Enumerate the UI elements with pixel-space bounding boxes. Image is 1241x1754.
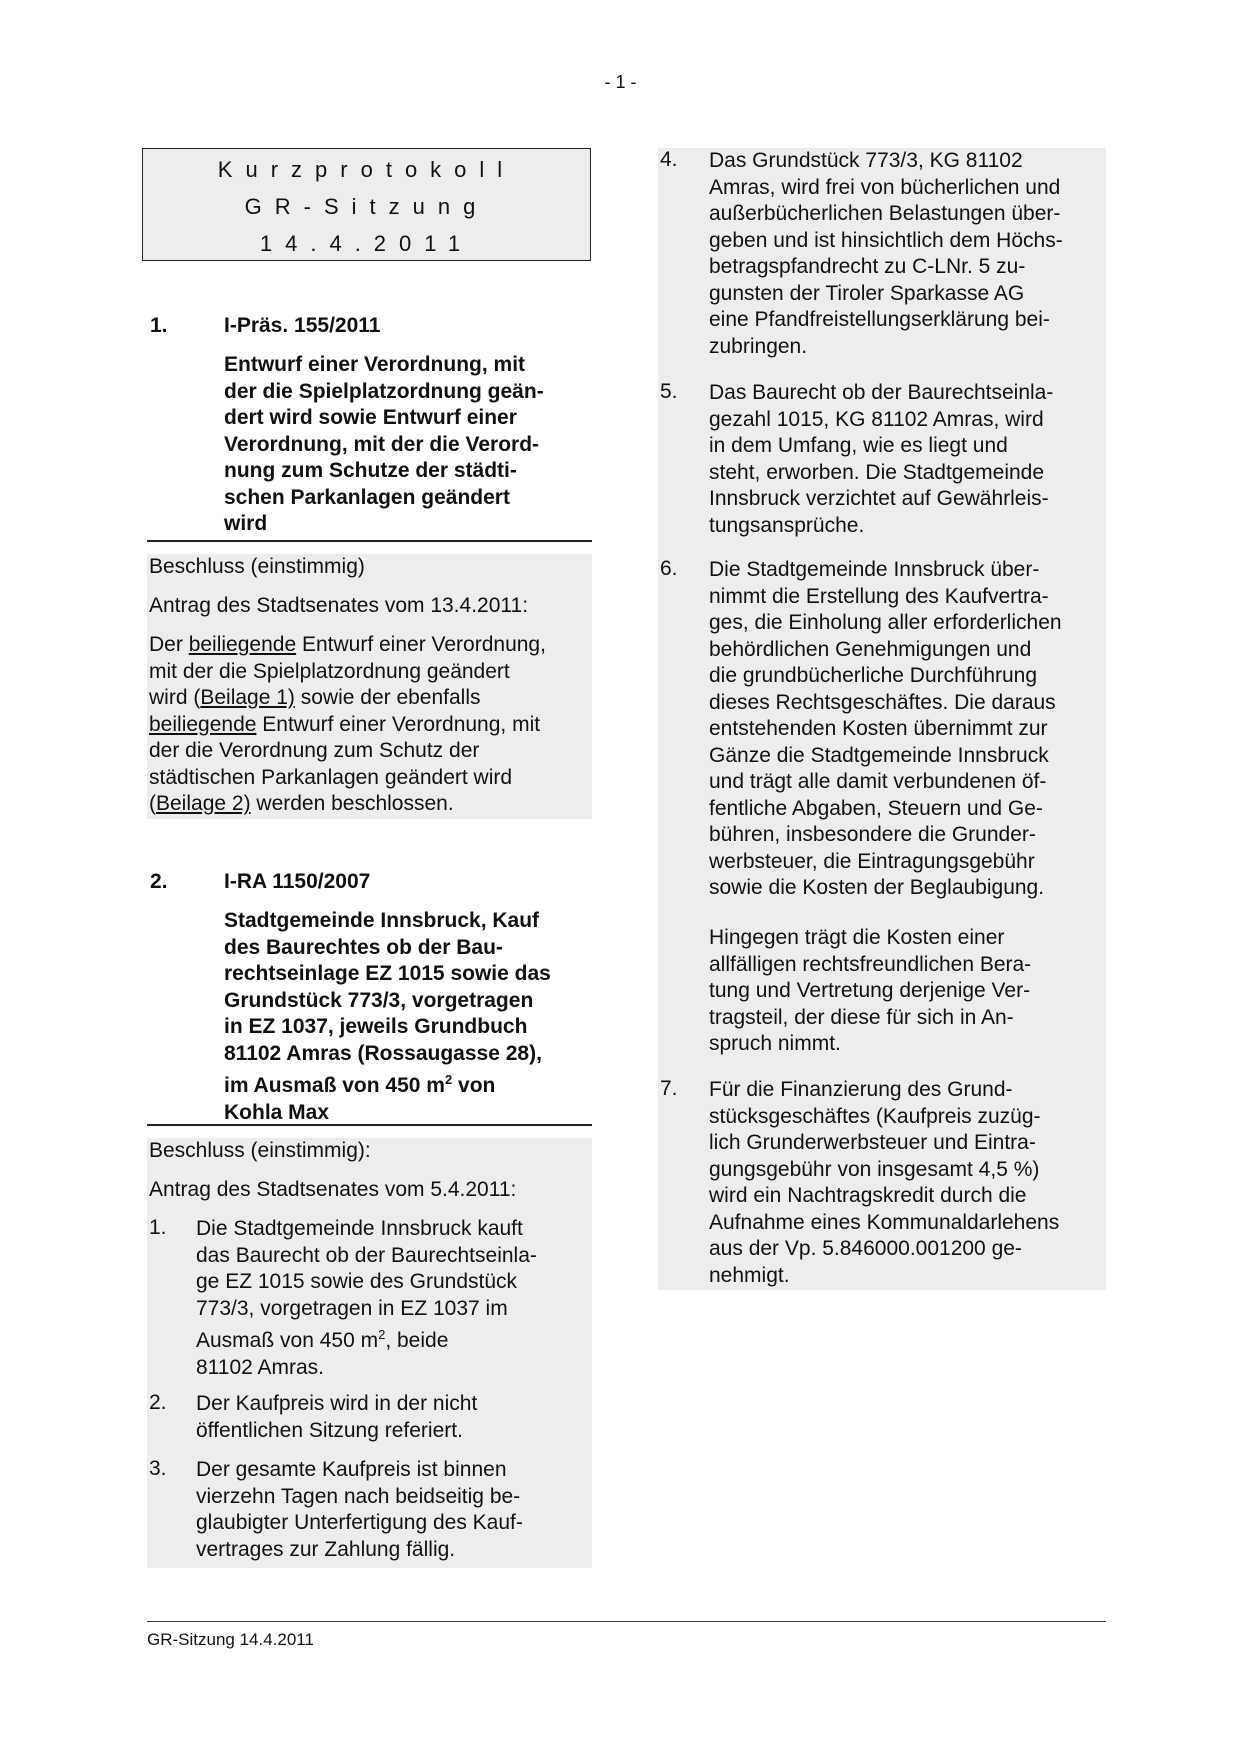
beilage-link: beiliegende — [188, 633, 297, 656]
point-3-number: 3. — [149, 1457, 167, 1480]
beilage-2-link: Beilage 2) — [156, 792, 251, 815]
item1-reference: I-Präs. 155/2011 — [224, 314, 381, 337]
point-4-number: 4. — [660, 148, 678, 171]
point-2-number: 2. — [149, 1391, 167, 1414]
header-date: 14.4.2011 — [259, 231, 474, 256]
point-1-number: 1. — [149, 1216, 167, 1239]
point-5-number: 5. — [660, 380, 678, 403]
item2-number: 2. — [150, 870, 168, 893]
point-6-number: 6. — [660, 557, 678, 580]
header-session: GR-Sitzung — [244, 194, 489, 219]
point-5-text: Das Baurecht ob der Baurechtseinla- gezahl 1015, KG 81102 Amras, wird in dem Umfang, wie es liegt und steht, erworben. Die Stadtgemeinde Innsbruck verzichtet auf Gewährleis- tungsansprüche. — [709, 381, 1054, 537]
item1-divider — [147, 540, 592, 542]
item1-decision-text: Der beiliegende Entwurf einer Verordnung, mit der die Spielplatzordnung geändert wird (Beilage 1) sowie der ebenfalls beiliegende Entwurf einer Verordnung, mit der die Verordnung zum Schutz der städtischen Parkanlagen geändert wird (Beilage 2) werden beschlossen. — [149, 633, 546, 815]
item2-divider — [147, 1124, 592, 1126]
protocol-header-box — [142, 148, 591, 261]
point-6-text: Die Stadtgemeinde Innsbruck über- nimmt die Erstellung des Kaufvertra- ges, die Einholung aller erforderlichen behördlichen Genehmigungen und die grundbücherliche Durchführung dieses Rechtsgeschäftes. Die daraus entstehenden Kosten übernimmt zur Gänze die Stadtgemeinde Innsbruck und trägt alle damit verbundenen öf- fentliche Abgaben, Steuern und Ge- bühren, insbesondere die Grunder- werbsteuer, die Eintragungsgebühr sowie die Kosten der Beglaubigung. — [709, 558, 1062, 899]
item2-antrag: Antrag des Stadtsenates vom 5.4.2011: — [149, 1178, 517, 1201]
point-4-text: Das Grundstück 773/3, KG 81102 Amras, wird frei von bücherlichen und außerbücherlichen Belastungen über- geben und ist hinsichtlich dem Höchs- betragspfandrecht zu C-LNr. 5 zu- gunsten der Tiroler Sparkasse AG eine Pfandfreistellungserklärung bei- zubringen. — [709, 149, 1063, 358]
beilage-link: beiliegende — [149, 712, 257, 736]
point-6-extra-text: Hingegen trägt die Kosten einer allfälligen rechtsfreundlichen Bera- tung und Vertretung derjenige Ver- tragsteil, der diese für sich in An- spruch nimmt. — [709, 926, 1032, 1055]
item1-antrag: Antrag des Stadtsenates vom 13.4.2011: — [149, 594, 529, 617]
item1-beschluss: Beschluss (einstimmig) — [149, 555, 365, 578]
point-7-number: 7. — [660, 1077, 678, 1100]
point-1-text: Die Stadtgemeinde Innsbruck kauft das Baurecht ob der Baurechtseinla- ge EZ 1015 sowie des Grundstück 773/3, vorgetragen in EZ 1037 im Ausmaß von 450 $m^2$, beide 81102 Amras. — [196, 1217, 537, 1379]
item1-number: 1. — [150, 314, 168, 337]
page-number: - 1 - — [604, 72, 637, 92]
item2-reference: I-RA 1150/2007 — [224, 870, 371, 893]
point-3-text: Der gesamte Kaufpreis ist binnen vierzehn Tagen nach beidseitig be- glaubigter Unterfertigung des Kauf- vertrages zur Zahlung fällig. — [196, 1458, 523, 1561]
header-title: Kurzprotokoll — [217, 157, 516, 182]
item2-beschluss: Beschluss (einstimmig): — [149, 1139, 371, 1162]
point-7-text: Für die Finanzierung des Grund- stücksgeschäftes (Kaufpreis zuzüg- lich Grunderwerbsteuer und Eintra- gungsgebühr von insgesamt 4,5 %) wird ein Nachtragskredit durch die Aufnahme eines Kommunaldarlehens aus der Vp. 5.846000.001200 ge- nehmigt. — [709, 1078, 1060, 1287]
point-2-text: Der Kaufpreis wird in der nicht öffentlichen Sitzung referiert. — [196, 1392, 478, 1442]
footer-divider — [147, 1621, 1106, 1622]
beilage-1-link: Beilage 1) — [200, 686, 295, 709]
footer-text: GR-Sitzung 14.4.2011 — [147, 1630, 314, 1649]
item1-title: Entwurf einer Verordnung, mit der die Spielplatzordnung geän- dert wird sowie Entwurf einer Verordnung, mit der die Verord- nung zum Schutze der städti- schen Parkanlagen geändert wird — [224, 353, 544, 535]
item2-title: Stadtgemeinde Innsbruck, Kauf des Baurechtes ob der Bau- rechtseinlage EZ 1015 sowie das Grundstück 773/3, vorgetragen in EZ 1037, jeweils Grundbuch 81102 Amras (Rossaugasse 28), im Ausmaß von 450 $m^2$ von Kohla Max — [224, 909, 551, 1124]
